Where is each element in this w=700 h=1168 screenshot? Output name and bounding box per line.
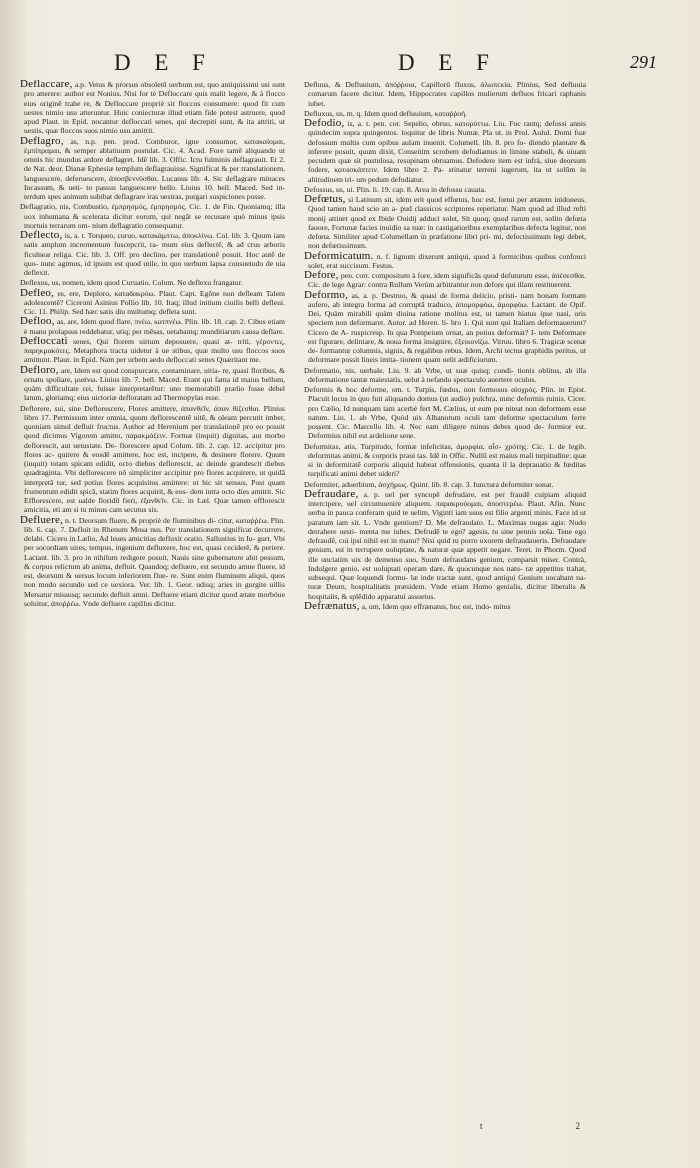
entry-headword: Deflagro, [20,134,64,147]
entry-text: a. p. uel per syncopẽ defrudare, est per fraudẽ cuipiam aliquid intercipere, uel circumuenire aliquem. παρακρούομαι, ἀποστερέω. Plaut. Afin. Nunc uerba in pauca conferam quid te uelim, Viginti iam usus est filio argenti minis, Face id ut paratum iam sit. L. Vnde gentium? D. Me defraudato. L. Maximas nugas agis: Nudo detrahere uesti- menta me iubes. Defrudẽ te ego? agesis, tu sine pennis uola. Tene ego defraudẽ, cui ipsi nihil est in manu? Nisi quid tu porro uxorem defraudaueris. Defraudare genium, est in terrupere uoluptate, & naturæ quæ appetit negare. Teret. in Phorm. Quod ille unciatim uix de demenso suo, Suum defraudans genium, comparsit miser. Contrà, Indulgere genio, est uoluptati operam dare, & quocunque nos natu- ræ appetitus trahat, subsequi. Quæ loquendi formu- læ inde tractæ sunt, quod antiqui Genium uocabant na- turæ Deum, hospitalitatis præsidem. Vnde etiam Homo genialis, dicitur liberalis & hospitalis, & splẽdido apparatui assuetus. [308,489,586,601]
entry-headword: Defleo, [20,286,55,299]
entry-text: Deflexus, us, nomen, idem quod Curuatio. Colum. Ne deflexu frangatur. [20,278,243,288]
entry-headword: Deformicatum. [304,249,374,262]
entry-text: Defluxus, us, m. q. Idem quod defluuium, καταῤῥοή. [304,108,468,118]
dictionary-entry [304,366,586,385]
dictionary-entry [20,513,285,609]
right-column [304,80,586,1120]
entry-text: is, a. t. pen. cor. Sepelio, obruo, κατορύττω. Liu. Fuc rantq; defossi annis quindecim supra quingentos. loquitur de libris Numæ. Pla ut. in Prol. Aulul. Domi fuæ defossum multis cum opibus aulam inuenit. Columell. lib. 8. pro fo- diendo plantare & inferere posuit, quum dixit, Conseitim scrobem defodiamus in limine stabuli, & uiuam pecudem quæ sit pustulosa, resupinam obruamus. Defodere item est infrà, siue deorsum fodere, κατασκάπτειν. Idem libro 2. Pa- stinatur terreni iugerum, ita ut solũm in altitudinem tri- um pedum defodiatur. [308,119,586,184]
dictionary-entry [304,80,586,108]
entry-text: are, Idem est quod conspurcare, contaminare, uitia- re, quasi floribus, & ornatu spoliare, μιαίνω. Liuius lib. 7. bell. Maced. Erant qui fama id maius bellum, quàm difficultate rei, fuisse interpretarẽtur: uno memorabili prælio fusse debel latum, gloriamq; eius uictoriæ defloratam ad Thermopylas esse. [24,365,285,403]
dictionary-entry [20,286,285,317]
dictionary-entry [20,317,285,336]
dictionary-entry [304,271,586,290]
entry-text: es, ere, Deploro, καταδακρύω. Plaut. Capt. Egõne non defleam Talem adolescentẽ? Ciceroni Asinius Pollio lib. 10. Itaq; illud initium ciuilis belli defleui. Cic. 11. Philip. Sed hæc satis diu multumq; defleta sunt. [24,288,285,316]
dictionary-entry [304,288,586,365]
page-number: 291 [630,52,657,72]
entry-headword: Defodio, [304,117,345,129]
dictionary-entry [304,599,586,612]
entry-text: as, are, Idem quod flare, πνέω, κατπνέω. Plin. lib. 18. cap. 2. Cibus etiam è manu prolapsus reddebatur, utiq; per mẽsas, uetabantq; munditiarum causa deflare. [24,317,285,336]
running-head-right: D E F [398,50,498,75]
entry-headword: Defraudare, [304,487,359,500]
dictionary-entry [304,385,586,441]
entry-text: n. t. Deorsum fluere, & propriè de fluminibus di- citur, καταῤῥέω. Plin. lib. 6. cap. 7. Defluit in Rhenum Mosa nus. Per translationem significat decurrere, delabi. Cicero in Lælio, Ad leues amicitias defluxit oratio. Sallustius in Iu- gurt. Vbi per socordiam uires, tempus, ingenium defluxere, hoc est, quasi ceciderẽ, & periere. Lactant. lib. 3. pro in nihilum redigere posuit, Nauis sine gubernatore abit pessum, & corpus relictum ab anima, defluit. Quandoq; defluere, est secundo amne fluere, id est, deorsum & uersus locum inferiorem flue- re. Sunt enim fluminum aliqui, quos non modo secundo sed ce uexiora. Ver. lib. 1. Geor. udisq; aries in gurgite uillis Mersatur missusq; secundo defluit amni. Defluere etiam dicitur quod ætate morbóue soluitur, ἀποῤῥέω. Vnde defluere capillus dicitur. [24,515,285,608]
signature-number: 2 [575,1121,580,1131]
dictionary-entry [304,195,586,251]
entry-text: a.p. Vetus & prorsus obsoletũ uerbum est, quo antiquissimi usi sunt pro atterere: author est Nonius. Nisi for tè Defloccare quis malit legere, & à flocco eius originẽ trahe re, & Defloccare propriè sit floccos consumere: quod fit cum uestes nimio usu atteruntur. Huic coniecturæ illud etiam fide potest astruere, quod apud Plaut. in Epid. nocantur defloccati senes, qui decrepiti sunt, & ita attriti, ut uestis, quæ floccos suos nimio usu amittit. [24,80,285,136]
dictionary-entry [20,134,285,202]
entry-text: Deformatio, nis, uerbale. Liu. 9. ab Vrbe, ut suæ quisq; condi- tionis oblitus, ab illa deformatione tantæ maiestatis, uelut à nefando spectaculo auertere oculos. [304,365,586,384]
entry-text: Deformiter, aduerbium, ἀσχήμως. Quint. lib. 8. cap. 3. Iunctura deformiter sonat. [304,479,554,489]
dictionary-entry [20,363,285,403]
entry-text: senes, Qui florem uirium deposuere, quasi at- triti, γέροντες, παρηκμακότες. Metaphora tracta uidetur à ue stibus, quæ multo usu floccos suos amittunt. Plaut. in Epid. Nam per urbem aedo defloccati senes Quæritant me. [24,336,285,365]
entry-text: n. f. lignum dixerunt antiqui, quod à formicibus quibus confouci solet, erat succisum. Festus. [308,251,586,270]
signature-mark: t [480,1121,483,1131]
dictionary-entry [304,109,586,118]
entry-text: a, um, Idem quo effrænatus, hoc est, indo- mitus [361,601,511,611]
running-head-left: D E F [114,50,214,75]
entry-text: as, a. p. Destruo, & quasi de forma deiicio, pristi- nam bonam formam aufero, ab integra forma ad corruptã traduco, ἀπομορφόω, ἀμορφόω. Lactant. de Opif. Dei, Quàm mirabili quàm diuina ratione molitus est, ut tamen hiatus ipse nasi, oris speciem non deformaret. Autor. ad Heren. li- bro 1. Qui sunt qui Italiam deformauerunt? Cicero de A- ruspicresp. In qua Pompeium ornat, an potius deformat? I- tem Deformare est figurare, deliniare, & noua forma insignire, ἐξεικονίζω. Vitruu. libro 6. Tragicæ scenæ de- formantur columnis, signis, & regalibus rebus. Idem, Archi tectus graphidis peritus, ut deformare possit lineis imita- tionem quam uelit ædificiorum. [308,290,586,365]
entry-text: Deformitas, atis, Turpitudo, formæ infelicitas, ἀμορφία, αἶσ- χρότης. Cic. 1. de legib. deformitas animi, & corporis praui tas. Idẽ in Offic. Nullũ est maius mali turpitudine: quæ si in deformitatẽ corporis aliquid habeat offensionis, quanta il la deprauatio & fœditas turpificati animi debet uideri? [304,441,586,479]
entry-headword: Defore, [304,269,339,281]
entry-text: pen. corr. compositum à fore, idem significãs quod defuturum esse, ἀπέσεσθαι. Cic. de lege Agrar: contra Rullum Verùm arbitrantur non defore qui illam restituerent. [308,271,586,290]
entry-headword: Defluere, [20,513,64,526]
entry-headword: Defloo, [20,315,55,328]
entry-text: as, n.p. pen. prod. Comburor, igne consumor, κατακαίομαι, ἐμπίπραμαι, & semper ablatiuum postulat. Cic. 4. Acad. Fore tamẽ aliquando ut omnis hic mundus ardore deflagret. Idẽ lib. 3. Offic. Ictu fulminis deflagrauit. Et 2. de Nat. deor. Dianæ Ephesiæ templum deflagrauisse. Significat & per translationem, languescere, deferuescere, ἀποσβεννύσθαι. Lucanus lib. 4. Sic deflagrare minaces Incassum, & ueti- to passus languescere bello. Liuius 10. bell. Maced. Sed in- terdum spes animum subibat deflagrare iras uestras, purgari suspiciones posse. [24,136,285,201]
entry-text: is, a. t. Torqueo, curuo, κατακάμπτω, ἀποκλίνω. Col. lib. 3. Quum iam satis amplum incrementum fuscepcrit, ra- mum eius deflectẽ, & ad crus arboris ficulneæ religa. Cic. lib. 3. Off. pro declino, per translationẽ posuit. Hoc autẽ de quo- nunc agimus, id ipsum est quod utile, in quo uerbum lapsa consuetudo de uia deflexit. [24,231,285,277]
entry-text: Deformis & hoc deforme, om. t. Turpis, fœdus, non formosus αἰσχρός. Plin. in Epist. Placuit locus in quo fuit aliquando domus (ut audio) pulchra, nunc deformis ruinis. Cicer. pro Cælio, Id nunquam tam acerbè fert M. Cælius, ut eum pœ niteat non deformem esse natum. Liu. 1. ab Vrbe, Quòd uix Albanorum oculi tam deforme spectaculum ferre possent. Cic. Marcello lib. 4. Nec eam diligere minus debes quod de- formior est. Deformius nihil est ardelione sene. [304,385,586,441]
entry-headword: Defloro, [20,363,59,376]
entry-headword: Deformo, [304,288,349,301]
entry-headword: Deflaccare, [20,80,73,90]
entry-text: Defossus, us, ui. Plin. li. 19. cap. 8. Area in defossu cauata. [304,184,486,194]
dictionary-entry [20,278,285,287]
dictionary-entry [20,231,285,277]
dictionary-entry [304,185,586,194]
dictionary-entry [304,487,586,601]
entry-headword: Defrænatus, [304,599,360,612]
dictionary-entry [304,442,586,479]
dictionary-entry [20,80,285,136]
entry-headword: Deflecto, [20,229,63,241]
entry-headword: Defloccati [20,334,68,347]
dictionary-entry [304,249,586,271]
dictionary-entry [20,334,285,365]
dictionary-entry [20,404,285,515]
entry-text: Defluus, & Defluuium, ἀπόῤῥοια, Capillorũ fluxus, ἀλωπεκία. Plinius, Sed defluuia comarum facere dicitur. Idem, Hippocrates capillos mulierum defluos fricari raphanis iubet. [304,80,586,108]
entry-text: Deflorere, sui, sine Deflorescere, Flores amittere, ἀπανθεῖν, ἀπαν θίζεσθαι. Plinius libro 17. Permissum inter omnia, quum deflorescentẽ uitẽ, & oleam percutit imber, quoniam simul defluit fructus. Author ad Herenium per translationẽ pro eo posuit quod dicimus Vigorem amitto, παρακμάζειν. Formæ (inquit) dignitas, aut morbo deflorescit, aut uetustate. De- florescere apud Colum. lib. 2. cap. 12. accipitur pro flores ac- quirere & eosdẽ amittere, hoc est, incipere, & desinere florere. Quum (inquit) totam spicam edidit, octo diebus deflorescit, ac deinde grandescit diebus quadraginta. Vbi deflorescere nõ simpliciter accipitur pro flores acquirere, ut quidã interpretã tur, sed potius flores acquisitos amittere: ut hic sit sensus, Post quam frumentum edidit spicã, statim flores acquirit, & eos- dem intra octo dies amittit. Sic Efflorescere, est ualde floridũ fieri, ἐξανθεῖν. Cic. in Læl. Quæ tamen efflorescit amicitia, eti am si tu minus cam secutus sis. [20,403,285,515]
left-column [20,80,285,1120]
dictionary-entry [304,119,586,184]
dictionary-entry [20,202,285,230]
entry-text: Deflagratio, nis, Combustio, ἐμπρησμός, ἐμπρησμός. Cic. 1. de Fin. Quoniamq; illa uox inhumana & scelerata dicitur eorum, qui negãt se recusare quò minus ipsis mortuis terrarum om- nium deflagratio consequatur. [20,202,285,230]
signature-line [300,1121,580,1131]
entry-headword: Defœtus, [304,193,346,205]
entry-text: si Latinum sit, idem erit quod effœtus, hoc est, fœtui per ætatem inidoneus. Quod tamen haud scio an a- pud classicos scriptores reperiatur. Nam quod ad illud refti monij attinet quod ex Ibide Ouidij adduci solet, Sit quoq; quod rarum est, solito defœta fauore, Fortunæ facies inuidio sa tuæ: in castigatioribus exemplaribus defecta legitur, non defœta. Similiter apud Columellam in præfatione libri pri- mi, defectissimum legi debet, non defœtissimum. [308,195,586,251]
